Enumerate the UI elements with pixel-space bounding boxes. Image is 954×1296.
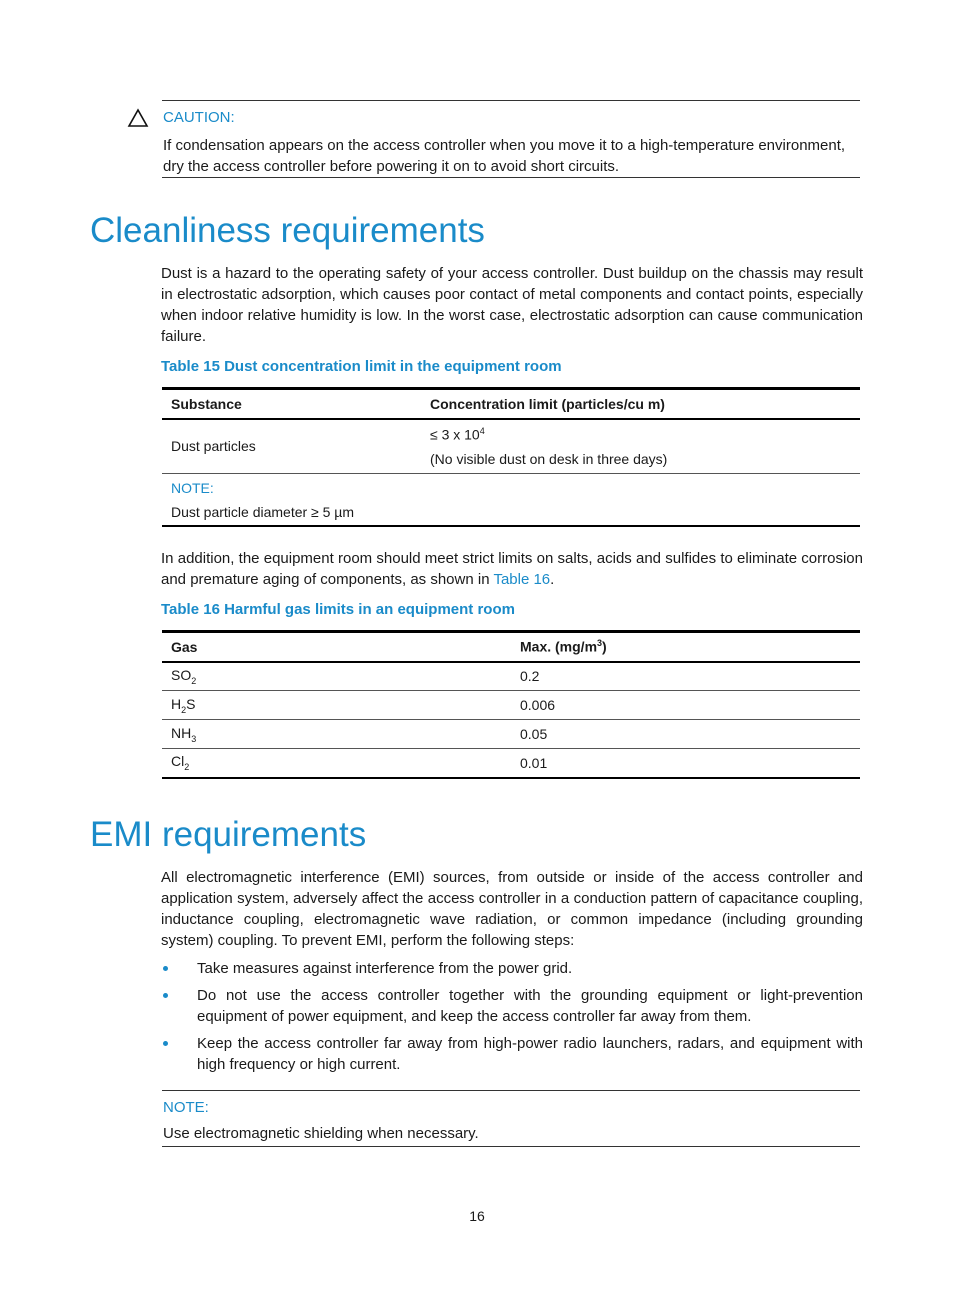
- bullet-icon: [163, 966, 168, 971]
- additional-paragraph: [161, 548, 863, 590]
- table16-caption: Table 16 Harmful gas limits in an equipment room: [161, 601, 515, 618]
- cell-substance: Dust particles: [171, 438, 256, 455]
- gas-subscript: 2: [191, 675, 197, 686]
- table-note-title: NOTE:: [171, 480, 214, 497]
- col-max-base: Max. (mg/m: [520, 639, 598, 656]
- gas-subscript: 3: [191, 733, 197, 744]
- cell-max: 0.006: [520, 697, 556, 713]
- bullet-icon: [163, 1041, 168, 1046]
- warning-triangle-icon: [127, 108, 149, 128]
- emi-heading: EMI requirements: [90, 815, 367, 854]
- limit-note: (No visible dust on desk in three days): [430, 451, 668, 468]
- note-text: Use electromagnetic shielding when necessary.: [163, 1125, 479, 1142]
- table16-link[interactable]: Table 16: [493, 571, 551, 588]
- gas-limit-table: [162, 630, 860, 779]
- col-gas: Gas: [162, 632, 511, 662]
- gas-symbol: H: [171, 695, 182, 712]
- cleanliness-intro: Dust is a hazard to the operating safety of your access controller. Dust buildup on the chassis may result in electrostatic adsorption, which causes poor contact of metal components and contact points, especially when indoor relative humidity is low. In the worst case, electrostatic adsorption can cause communication failure.: [161, 265, 863, 345]
- caution-text: If condensation appears on the access controller when you move it to a high-temperature environment, dry the access controller before powering it on to avoid short circuits.: [163, 137, 846, 175]
- gas-subscript: 2: [181, 704, 187, 715]
- table-row: [162, 419, 860, 474]
- cell-note: [162, 474, 860, 526]
- cleanliness-heading: Cleanliness requirements: [90, 211, 485, 250]
- cell-max: 0.05: [520, 726, 548, 742]
- table-row: [162, 691, 860, 720]
- col-max: [511, 632, 860, 662]
- emi-intro: All electromagnetic interference (EMI) sources, from outside or inside of the access controller and application system, adversely affect the access controller in a conduction pattern of capacitance coupling, inductance coupling, electromagnetic wave radiation, or common impedance (including grounding system) coupling. To prevent EMI, perform the following steps:: [161, 869, 863, 949]
- caution-title: CAUTION:: [163, 109, 235, 126]
- cell-limit: [421, 419, 860, 474]
- list-item-text: Do not use the access controller together with the grounding equipment or light-prevention equipment of power equipment, and keep the access controller far away from them.: [197, 987, 863, 1025]
- list-item: [161, 985, 863, 1027]
- limit-base: ≤ 3 x 10: [430, 427, 480, 444]
- dust-limit-table: [162, 387, 860, 527]
- page-number: 16: [469, 1208, 485, 1224]
- col-concentration: Concentration limit (particles/cu m): [421, 389, 860, 419]
- emi-steps-list: [161, 958, 863, 1081]
- gas-symbol: SO: [171, 666, 192, 683]
- list-item: [161, 958, 863, 979]
- table-header-row: [162, 389, 860, 419]
- table-header-row: [162, 632, 860, 662]
- gas-symbol: Cl: [171, 753, 185, 770]
- table-row: [162, 749, 860, 778]
- additional-text: In addition, the equipment room should meet strict limits on salts, acids and sulfides to eliminate corrosion and premature aging of components, as shown in: [161, 550, 863, 588]
- gas-subscript: 2: [184, 762, 190, 773]
- gas-symbol: NH: [171, 724, 192, 741]
- list-item: [161, 1033, 863, 1075]
- table-note-row: [162, 474, 860, 526]
- cell-max: 0.2: [520, 668, 540, 685]
- note-title: NOTE:: [163, 1099, 209, 1116]
- cell-gas: [162, 749, 511, 778]
- limit-exp: 4: [479, 426, 485, 437]
- col-substance: Substance: [162, 389, 421, 419]
- cell-gas: [162, 720, 511, 749]
- table15-caption: Table 15 Dust concentration limit in the equipment room: [161, 358, 562, 375]
- list-item-text: Keep the access controller far away from high-power radio launchers, radars, and equipment with high frequency or high current.: [197, 1035, 863, 1073]
- cell-gas: [162, 662, 511, 691]
- cell-max: 0.01: [520, 754, 548, 771]
- list-item-text: Take measures against interference from the power grid.: [197, 960, 573, 977]
- col-max-end: ): [602, 639, 607, 656]
- table-note-text: Dust particle diameter ≥ 5 µm: [171, 504, 355, 521]
- gas-tail: S: [186, 695, 196, 712]
- table-row: [162, 720, 860, 749]
- cell-gas: [162, 691, 511, 720]
- table-row: [162, 662, 860, 691]
- additional-end: .: [550, 571, 555, 588]
- col-max-exp: 3: [597, 638, 603, 649]
- bullet-icon: [163, 993, 168, 998]
